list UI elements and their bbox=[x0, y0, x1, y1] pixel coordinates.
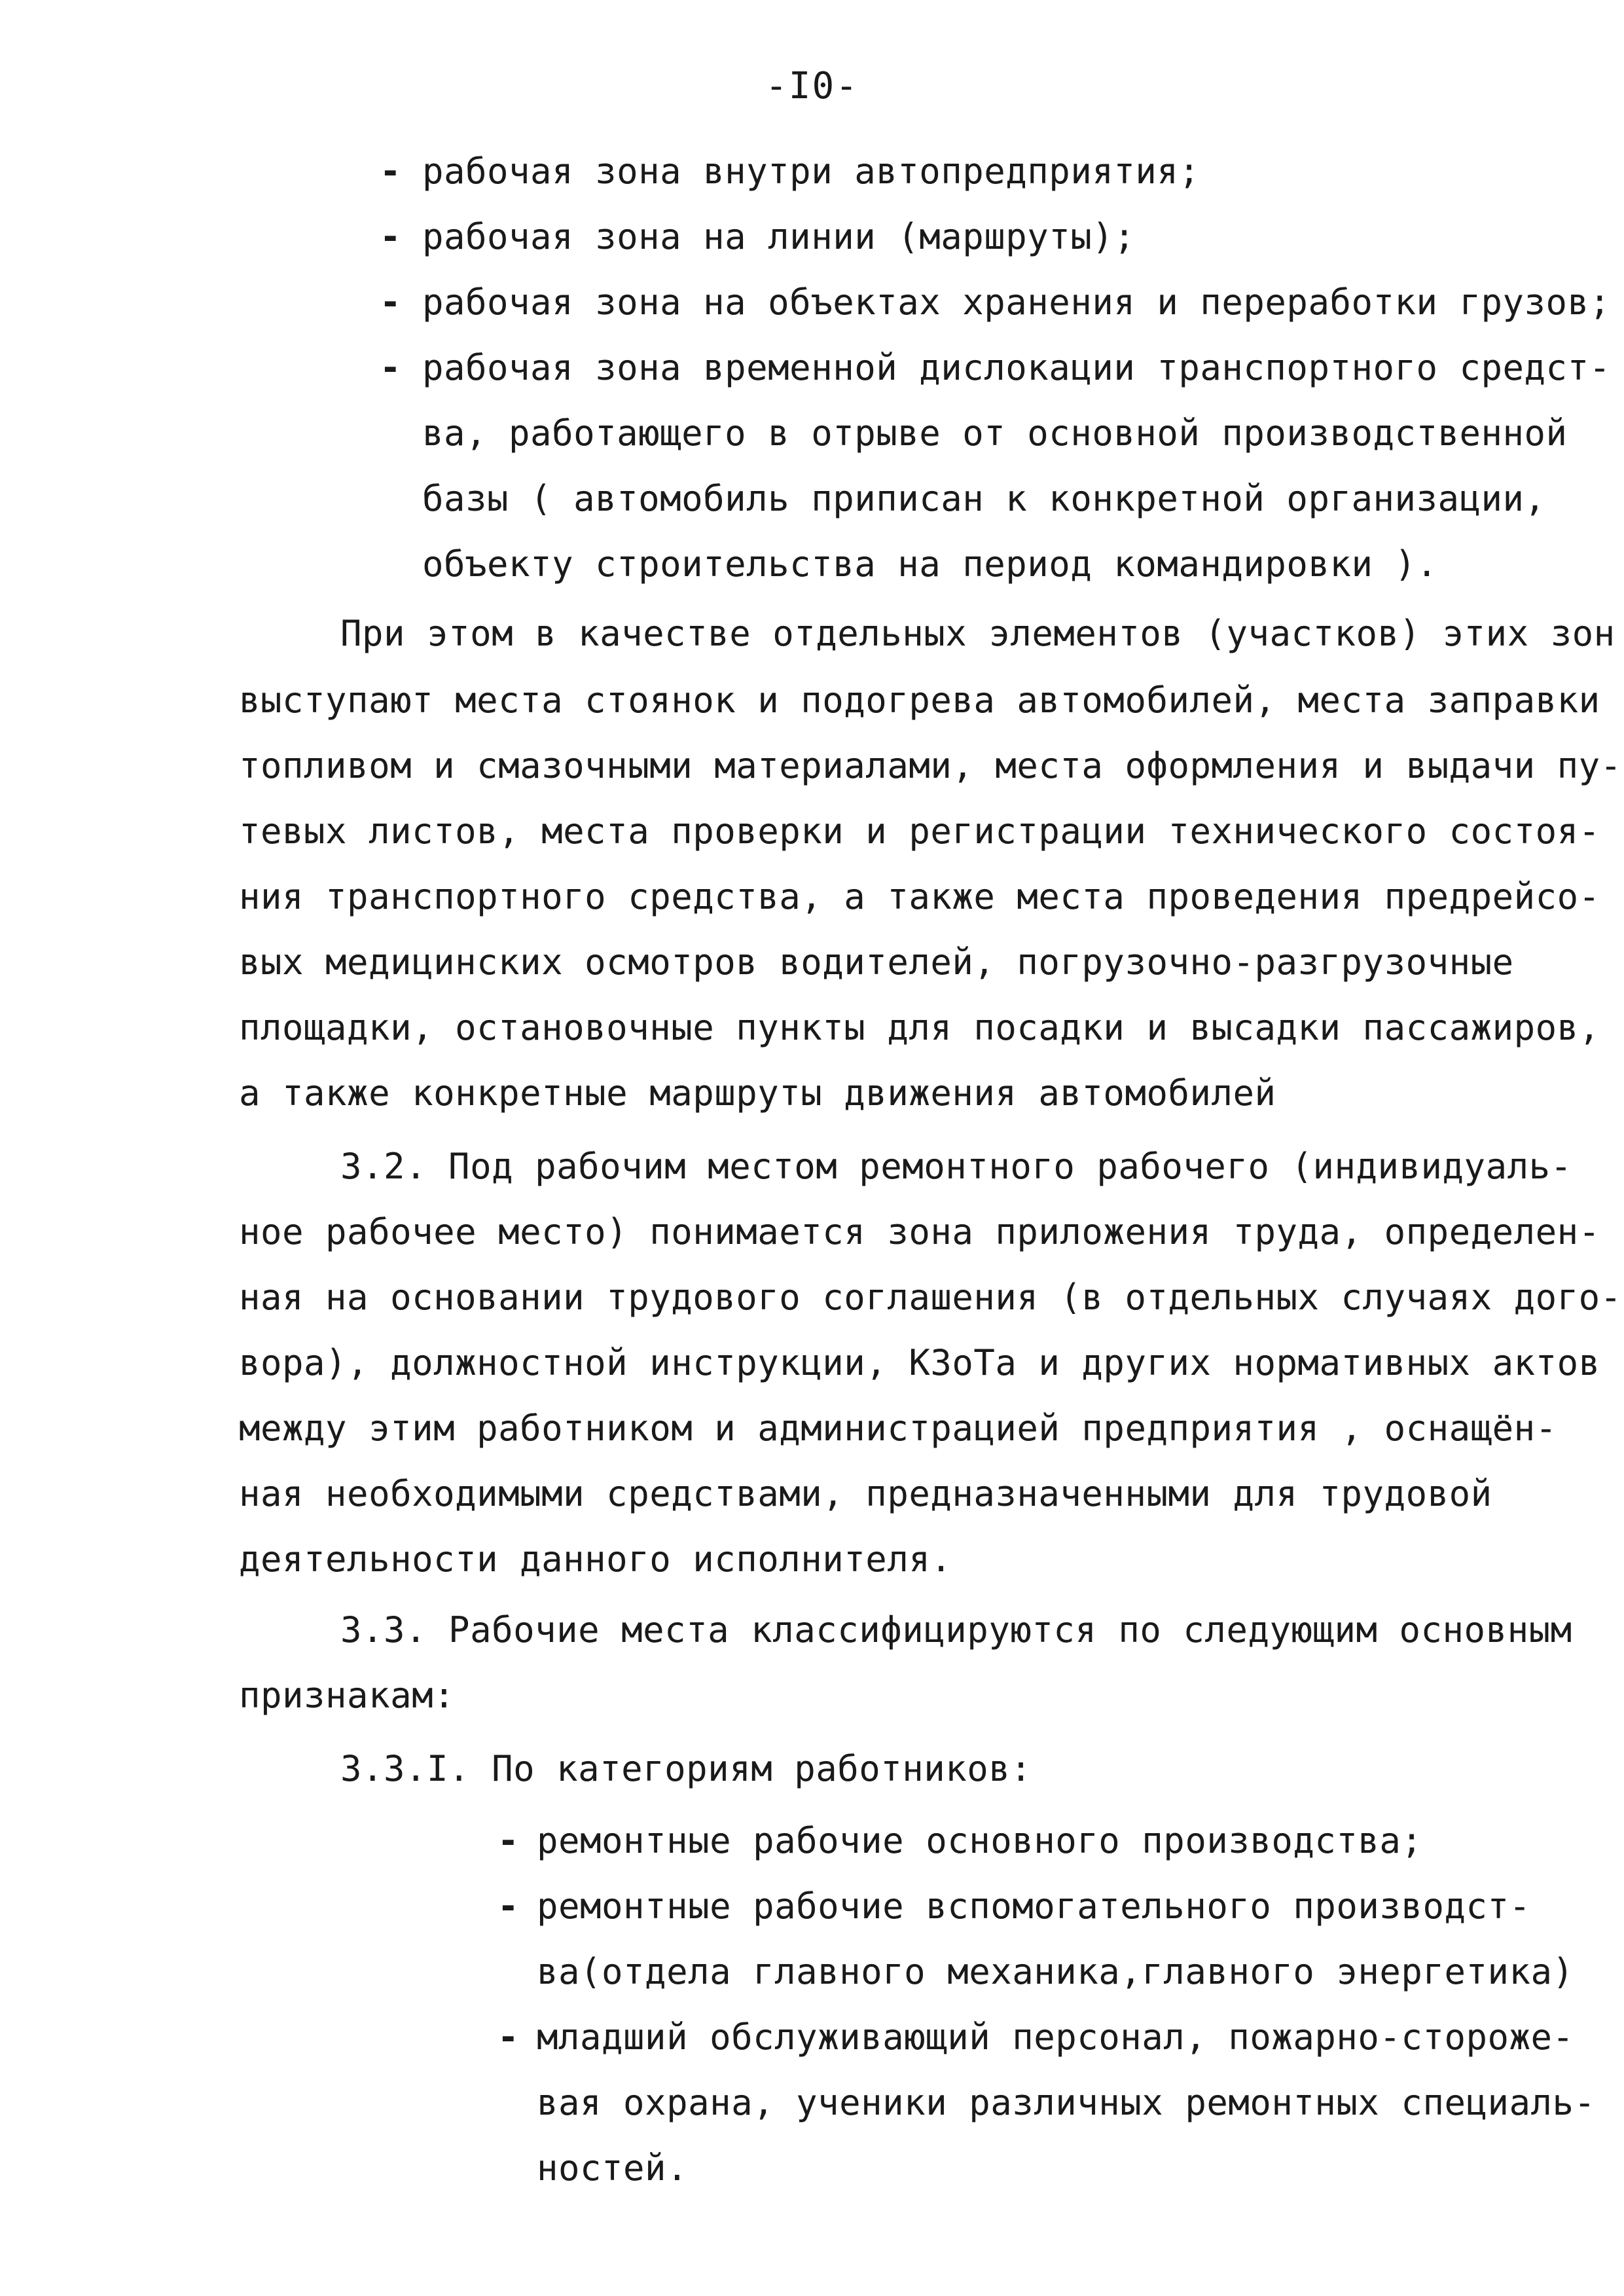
paragraph-line: ная на основании трудового соглашения (в отдельных случаях дого- bbox=[239, 1277, 1622, 1318]
list-item: рабочая зона временной дислокации транспортного средст- bbox=[422, 347, 1611, 388]
list-item-continuation: базы ( автомобиль приписан к конкретной организации, bbox=[422, 478, 1546, 519]
list-item: ремонтные рабочие основного производства; bbox=[537, 1820, 1423, 1861]
list-item: ремонтные рабочие вспомогательного производст- bbox=[537, 1886, 1531, 1927]
paragraph-line: 3.3. Рабочие места классифицируются по следующим основным bbox=[340, 1609, 1572, 1650]
list-item: рабочая зона на объектах хранения и переработки грузов; bbox=[422, 282, 1611, 323]
paragraph-line: признакам: bbox=[239, 1675, 456, 1716]
paragraph-line: между этим работником и администрацией предприятия , оснащён- bbox=[239, 1408, 1557, 1449]
paragraph-line: а также конкретные маршруты движения автомобилей bbox=[239, 1072, 1276, 1114]
list-item-continuation: ва, работающего в отрыве от основной производственной bbox=[422, 412, 1568, 454]
list-item-continuation: вая охрана, ученики различных ремонтных специаль- bbox=[537, 2082, 1596, 2123]
paragraph-line: вых медицинских осмотров водителей, погрузочно-разгрузочные bbox=[239, 941, 1514, 983]
paragraph-line: вора), должностной инструкции, КЗоТа и других нормативных актов bbox=[239, 1342, 1600, 1383]
paragraph-line: 3.2. Под рабочим местом ремонтного рабочего (индивидуаль- bbox=[340, 1146, 1572, 1187]
list-item: рабочая зона на линии (маршруты); bbox=[422, 216, 1136, 257]
list-item: младший обслуживающий персонал, пожарно-стороже- bbox=[537, 2016, 1574, 2058]
paragraph-line: ное рабочее место) понимается зона приложения труда, определен- bbox=[239, 1211, 1600, 1252]
paragraph-line: ния транспортного средства, а также места проведения предрейсо- bbox=[239, 876, 1600, 917]
list-bullet-dash: - bbox=[380, 216, 401, 257]
list-bullet-dash: - bbox=[497, 2016, 519, 2058]
paragraph-line: ная необходимыми средствами, предназначенными для трудовой bbox=[239, 1473, 1492, 1514]
list-bullet-dash: - bbox=[380, 151, 401, 192]
paragraph-line: топливом и смазочными материалами, места оформления и выдачи пу- bbox=[239, 745, 1622, 786]
list-bullet-dash: - bbox=[497, 1886, 519, 1927]
paragraph-line: выступают места стоянок и подогрева автомобилей, места заправки bbox=[239, 680, 1600, 721]
paragraph-line: деятельности данного исполнителя. bbox=[239, 1539, 952, 1580]
list-item: рабочая зона внутри автопредприятия; bbox=[422, 151, 1200, 192]
list-item-continuation: ва(отдела главного механика,главного энергетика) bbox=[537, 1951, 1574, 1992]
list-bullet-dash: - bbox=[380, 282, 401, 323]
section-heading-3-3-1: 3.3.I. По категориям работников: bbox=[340, 1748, 1032, 1789]
paragraph-line: При этом в качестве отдельных элементов (участков) этих зон bbox=[340, 613, 1615, 654]
list-bullet-dash: - bbox=[497, 1820, 519, 1861]
paragraph-line: площадки, остановочные пункты для посадки и высадки пассажиров, bbox=[239, 1007, 1600, 1048]
paragraph-line: тевых листов, места проверки и регистрации технического состоя- bbox=[239, 811, 1600, 852]
list-item-continuation: объекту строительства на период командировки ). bbox=[422, 543, 1438, 585]
list-item-continuation: ностей. bbox=[537, 2147, 689, 2189]
page-number: -I0- bbox=[765, 65, 859, 107]
list-bullet-dash: - bbox=[380, 347, 401, 388]
